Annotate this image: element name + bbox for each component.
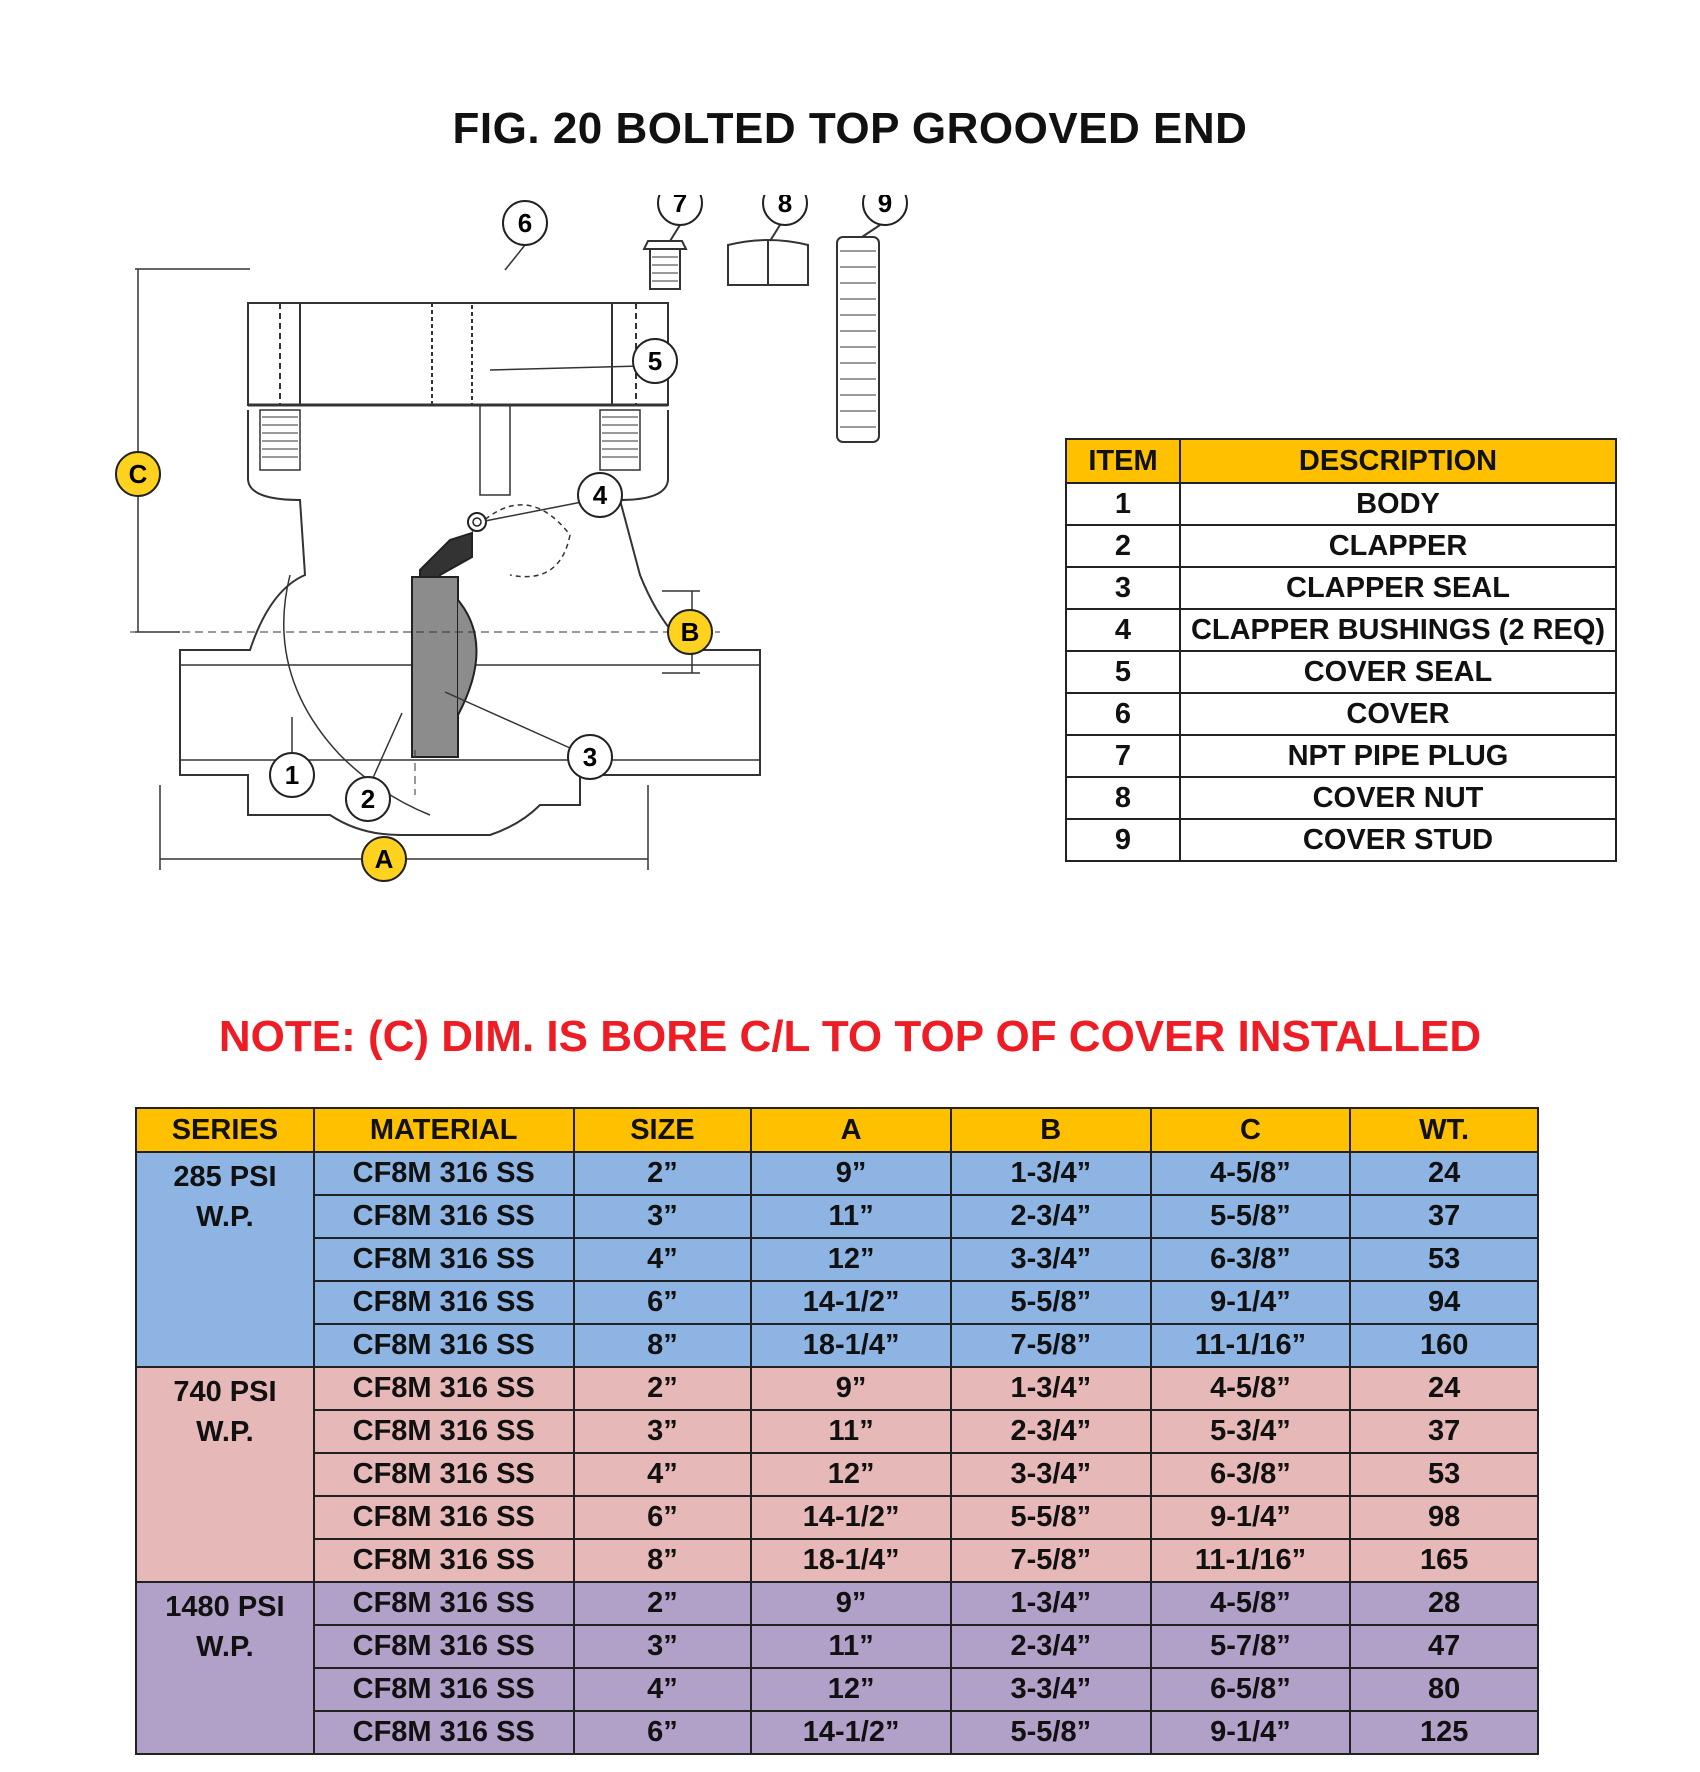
cell-wt: 24 bbox=[1350, 1367, 1538, 1410]
table-row bbox=[136, 1367, 1538, 1410]
cell-b: 2-3/4” bbox=[951, 1195, 1151, 1238]
item-description: BODY bbox=[1180, 483, 1616, 525]
cell-material: CF8M 316 SS bbox=[314, 1539, 574, 1582]
cell-material: CF8M 316 SS bbox=[314, 1195, 574, 1238]
cell-c: 4-5/8” bbox=[1151, 1582, 1351, 1625]
cell-b: 1-3/4” bbox=[951, 1367, 1151, 1410]
table-row bbox=[136, 1324, 1538, 1367]
cell-size: 2” bbox=[574, 1582, 752, 1625]
cell-material: CF8M 316 SS bbox=[314, 1281, 574, 1324]
cell-size: 8” bbox=[574, 1324, 752, 1367]
cell-wt: 165 bbox=[1350, 1539, 1538, 1582]
cell-b: 3-3/4” bbox=[951, 1668, 1151, 1711]
item-description: COVER NUT bbox=[1180, 777, 1616, 819]
series-wp: W.P. bbox=[196, 1416, 254, 1448]
item-number: 8 bbox=[1066, 777, 1180, 819]
table-row bbox=[1066, 525, 1616, 567]
cell-size: 3” bbox=[574, 1195, 752, 1238]
header-a: A bbox=[751, 1108, 951, 1152]
item-description: COVER SEAL bbox=[1180, 651, 1616, 693]
cell-a: 14-1/2” bbox=[751, 1496, 951, 1539]
cell-material: CF8M 316 SS bbox=[314, 1582, 574, 1625]
cell-b: 3-3/4” bbox=[951, 1238, 1151, 1281]
cell-b: 7-5/8” bbox=[951, 1324, 1151, 1367]
cell-wt: 53 bbox=[1350, 1238, 1538, 1281]
cell-a: 12” bbox=[751, 1668, 951, 1711]
cell-wt: 47 bbox=[1350, 1625, 1538, 1668]
header-b: B bbox=[951, 1108, 1151, 1152]
series-cell bbox=[136, 1582, 314, 1754]
cell-material: CF8M 316 SS bbox=[314, 1668, 574, 1711]
callout-1 bbox=[270, 753, 314, 797]
cell-c: 9-1/4” bbox=[1151, 1281, 1351, 1324]
table-row bbox=[136, 1668, 1538, 1711]
item-number: 3 bbox=[1066, 567, 1180, 609]
plug-shape bbox=[644, 241, 686, 249]
cell-size: 4” bbox=[574, 1238, 752, 1281]
cell-wt: 80 bbox=[1350, 1668, 1538, 1711]
table-row bbox=[1066, 567, 1616, 609]
cell-b: 2-3/4” bbox=[951, 1410, 1151, 1453]
table-row bbox=[136, 1539, 1538, 1582]
item-description: COVER STUD bbox=[1180, 819, 1616, 861]
series-wp: W.P. bbox=[196, 1201, 254, 1233]
series-pressure: 285 PSI bbox=[173, 1161, 277, 1193]
dim-marker-c bbox=[116, 452, 160, 496]
cell-a: 11” bbox=[751, 1195, 951, 1238]
callout-6 bbox=[503, 201, 547, 245]
cell-wt: 28 bbox=[1350, 1582, 1538, 1625]
cell-b: 7-5/8” bbox=[951, 1539, 1151, 1582]
series-pressure: 1480 PSI bbox=[165, 1591, 285, 1623]
cell-material: CF8M 316 SS bbox=[314, 1410, 574, 1453]
table-row bbox=[1066, 483, 1616, 525]
cell-b: 3-3/4” bbox=[951, 1453, 1151, 1496]
table-row bbox=[136, 1195, 1538, 1238]
item-number: 5 bbox=[1066, 651, 1180, 693]
item-description: COVER bbox=[1180, 693, 1616, 735]
table-row bbox=[136, 1496, 1538, 1539]
cell-size: 3” bbox=[574, 1410, 752, 1453]
series-pressure: 740 PSI bbox=[173, 1376, 277, 1408]
header-wt: WT. bbox=[1350, 1108, 1538, 1152]
cell-wt: 37 bbox=[1350, 1410, 1538, 1453]
item-number: 2 bbox=[1066, 525, 1180, 567]
dim-marker-a bbox=[362, 837, 406, 881]
cell-wt: 125 bbox=[1350, 1711, 1538, 1754]
svg-text:C: C bbox=[128, 459, 148, 489]
cell-size: 6” bbox=[574, 1496, 752, 1539]
header-material: MATERIAL bbox=[314, 1108, 574, 1152]
cell-a: 12” bbox=[751, 1453, 951, 1496]
cell-a: 14-1/2” bbox=[751, 1281, 951, 1324]
cell-size: 4” bbox=[574, 1453, 752, 1496]
cell-a: 9” bbox=[751, 1367, 951, 1410]
table-row bbox=[136, 1152, 1538, 1195]
dim-marker-b bbox=[668, 610, 712, 654]
item-number: 9 bbox=[1066, 819, 1180, 861]
table-row bbox=[1066, 609, 1616, 651]
header-description: DESCRIPTION bbox=[1180, 439, 1616, 483]
cell-a: 18-1/4” bbox=[751, 1539, 951, 1582]
cell-b: 2-3/4” bbox=[951, 1625, 1151, 1668]
svg-text:9: 9 bbox=[877, 195, 893, 218]
svg-text:6: 6 bbox=[517, 208, 533, 238]
cell-material: CF8M 316 SS bbox=[314, 1625, 574, 1668]
cell-material: CF8M 316 SS bbox=[314, 1367, 574, 1410]
cell-a: 9” bbox=[751, 1582, 951, 1625]
item-number: 7 bbox=[1066, 735, 1180, 777]
cell-c: 6-5/8” bbox=[1151, 1668, 1351, 1711]
cell-material: CF8M 316 SS bbox=[314, 1496, 574, 1539]
table-row bbox=[136, 1625, 1538, 1668]
table-row bbox=[1066, 693, 1616, 735]
callout-5 bbox=[633, 339, 677, 383]
cell-material: CF8M 316 SS bbox=[314, 1324, 574, 1367]
table-row bbox=[136, 1711, 1538, 1754]
callout-7 bbox=[658, 195, 702, 225]
cell-c: 6-3/8” bbox=[1151, 1238, 1351, 1281]
table-row bbox=[1066, 777, 1616, 819]
item-description: CLAPPER BUSHINGS (2 REQ) bbox=[1180, 609, 1616, 651]
series-cell bbox=[136, 1152, 314, 1367]
svg-text:5: 5 bbox=[647, 346, 663, 376]
item-number: 1 bbox=[1066, 483, 1180, 525]
cell-c: 11-1/16” bbox=[1151, 1324, 1351, 1367]
parts-list-table bbox=[1065, 438, 1617, 862]
item-description: NPT PIPE PLUG bbox=[1180, 735, 1616, 777]
cell-wt: 160 bbox=[1350, 1324, 1538, 1367]
table-row bbox=[1066, 735, 1616, 777]
table-row bbox=[1066, 819, 1616, 861]
svg-text:8: 8 bbox=[777, 195, 793, 218]
cell-wt: 98 bbox=[1350, 1496, 1538, 1539]
cell-wt: 24 bbox=[1350, 1152, 1538, 1195]
cell-b: 5-5/8” bbox=[951, 1496, 1151, 1539]
cell-material: CF8M 316 SS bbox=[314, 1453, 574, 1496]
cell-material: CF8M 316 SS bbox=[314, 1152, 574, 1195]
cell-material: CF8M 316 SS bbox=[314, 1711, 574, 1754]
callout-3 bbox=[568, 735, 612, 779]
cell-a: 11” bbox=[751, 1625, 951, 1668]
cell-a: 12” bbox=[751, 1238, 951, 1281]
header-size: SIZE bbox=[574, 1108, 752, 1152]
cell-wt: 53 bbox=[1350, 1453, 1538, 1496]
valve-drawing bbox=[100, 195, 1040, 995]
cell-size: 6” bbox=[574, 1281, 752, 1324]
callout-9 bbox=[863, 195, 907, 225]
svg-text:A: A bbox=[374, 844, 394, 874]
item-description: CLAPPER SEAL bbox=[1180, 567, 1616, 609]
cell-size: 2” bbox=[574, 1367, 752, 1410]
cell-c: 5-5/8” bbox=[1151, 1195, 1351, 1238]
table-row bbox=[136, 1453, 1538, 1496]
table-row bbox=[136, 1281, 1538, 1324]
cell-size: 3” bbox=[574, 1625, 752, 1668]
cell-b: 5-5/8” bbox=[951, 1281, 1151, 1324]
cell-b: 1-3/4” bbox=[951, 1152, 1151, 1195]
cell-size: 8” bbox=[574, 1539, 752, 1582]
header-c: C bbox=[1151, 1108, 1351, 1152]
svg-text:B: B bbox=[680, 617, 700, 647]
callout-8 bbox=[763, 195, 807, 225]
cell-c: 11-1/16” bbox=[1151, 1539, 1351, 1582]
cell-b: 5-5/8” bbox=[951, 1711, 1151, 1754]
cell-c: 5-3/4” bbox=[1151, 1410, 1351, 1453]
svg-text:7: 7 bbox=[672, 195, 688, 218]
cell-a: 11” bbox=[751, 1410, 951, 1453]
header-series: SERIES bbox=[136, 1108, 314, 1152]
cell-a: 14-1/2” bbox=[751, 1711, 951, 1754]
cell-size: 6” bbox=[574, 1711, 752, 1754]
cell-a: 9” bbox=[751, 1152, 951, 1195]
table-row bbox=[136, 1582, 1538, 1625]
header-item: ITEM bbox=[1066, 439, 1180, 483]
cell-wt: 37 bbox=[1350, 1195, 1538, 1238]
item-description: CLAPPER bbox=[1180, 525, 1616, 567]
cell-c: 5-7/8” bbox=[1151, 1625, 1351, 1668]
item-number: 6 bbox=[1066, 693, 1180, 735]
cover-shape bbox=[248, 303, 668, 405]
item-number: 4 bbox=[1066, 609, 1180, 651]
cell-size: 4” bbox=[574, 1668, 752, 1711]
svg-text:3: 3 bbox=[582, 742, 598, 772]
table-row bbox=[1066, 651, 1616, 693]
table-row bbox=[136, 1410, 1538, 1453]
cell-wt: 94 bbox=[1350, 1281, 1538, 1324]
cell-c: 4-5/8” bbox=[1151, 1367, 1351, 1410]
cell-c: 4-5/8” bbox=[1151, 1152, 1351, 1195]
cell-size: 2” bbox=[574, 1152, 752, 1195]
svg-text:4: 4 bbox=[592, 480, 608, 510]
callout-4 bbox=[578, 473, 622, 517]
dimensions-table bbox=[135, 1107, 1539, 1755]
series-wp: W.P. bbox=[196, 1631, 254, 1663]
svg-text:1: 1 bbox=[284, 760, 300, 790]
table-row bbox=[136, 1238, 1538, 1281]
figure-title: FIG. 20 BOLTED TOP GROOVED END bbox=[452, 104, 1248, 153]
callout-2 bbox=[346, 777, 390, 821]
cell-a: 18-1/4” bbox=[751, 1324, 951, 1367]
cell-c: 9-1/4” bbox=[1151, 1711, 1351, 1754]
cell-c: 9-1/4” bbox=[1151, 1496, 1351, 1539]
note-text: NOTE: (C) DIM. IS BORE C/L TO TOP OF COVER INSTALLED bbox=[218, 1012, 1482, 1061]
cell-material: CF8M 316 SS bbox=[314, 1238, 574, 1281]
cell-b: 1-3/4” bbox=[951, 1582, 1151, 1625]
cell-c: 6-3/8” bbox=[1151, 1453, 1351, 1496]
svg-text:2: 2 bbox=[360, 784, 376, 814]
series-cell bbox=[136, 1367, 314, 1582]
